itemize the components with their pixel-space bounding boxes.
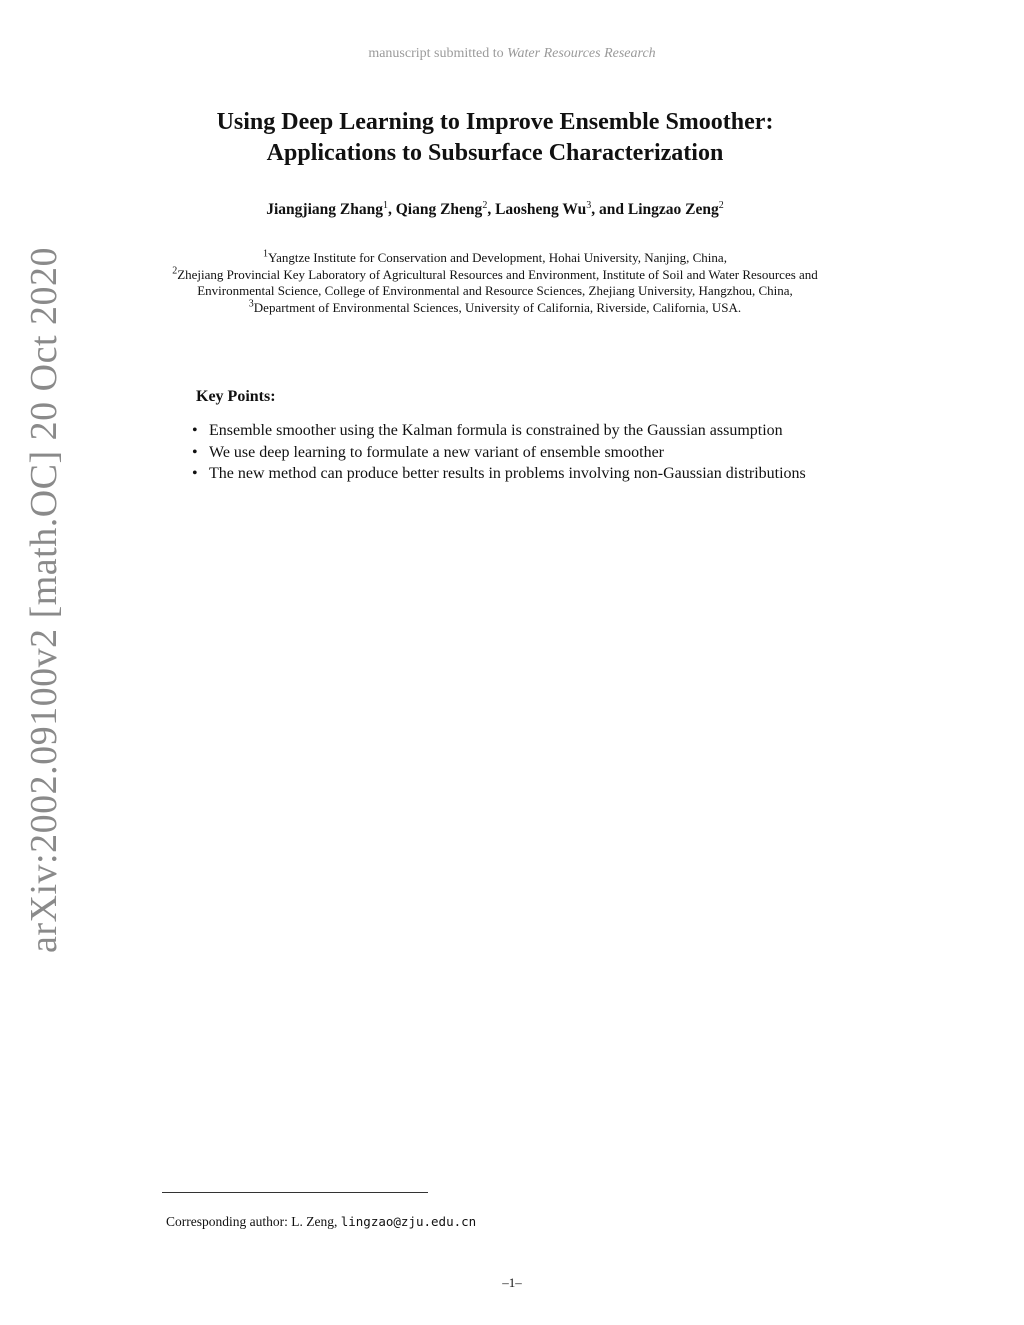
affiliations: [168, 250, 822, 316]
key-point-item: [188, 421, 828, 442]
affiliation-text: Yangtze Institute for Conservation and Development, Hohai University, Nanjing, China,: [268, 250, 727, 265]
affiliation-3: [168, 300, 822, 317]
author-name: Jiangjiang Zhang: [266, 201, 383, 218]
bullet-icon: •: [192, 443, 198, 461]
arxiv-stamp: arXiv:2002.09100v2 [math.OC] 20 Oct 2020: [23, 246, 65, 953]
affiliation-mark: 3: [248, 298, 254, 310]
key-point-text: Ensemble smoother using the Kalman formula is constrained by the Gaussian assumption: [209, 422, 783, 439]
author-affil-mark: 2: [718, 199, 724, 211]
running-head-prefix: manuscript submitted to: [368, 46, 504, 61]
affiliation-text: Zhejiang Provincial Key Laboratory of Agricultural Resources and Environment, Institute of Soil and Water Resources and Environmental Science, College of Environmental and Resource Sciences, Zhejiang University, Hangzhou, China,: [177, 266, 818, 298]
title-line-2: Applications to Subsurface Characterization: [266, 140, 724, 166]
bullet-icon: •: [192, 465, 198, 482]
key-point-text: The new method can produce better results in problems involving non-Gaussian distributions: [209, 465, 806, 482]
key-points-heading: Key Points:: [196, 388, 276, 405]
paper-title: [120, 107, 870, 169]
author-affil-mark: 2: [482, 199, 488, 211]
author-affil-mark: 1: [382, 199, 388, 211]
key-points-list: [188, 421, 828, 486]
page-number: –1–: [502, 1275, 522, 1290]
author-name: Lingzao Zeng: [627, 201, 719, 218]
key-point-text: We use deep learning to formulate a new variant of ensemble smoother: [209, 443, 664, 461]
affiliation-1: [168, 250, 822, 267]
author-list: [120, 201, 870, 219]
author-affil-mark: 3: [586, 199, 592, 211]
author-name: Laosheng Wu: [495, 201, 587, 218]
affiliation-mark: 1: [263, 248, 269, 260]
bullet-icon: •: [192, 422, 198, 439]
running-head-journal: Water Resources Research: [507, 46, 656, 61]
key-point-item: [188, 443, 828, 464]
corresponding-author-footnote: [166, 1214, 476, 1230]
affiliation-text: Department of Environmental Sciences, University of California, Riverside, California, USA.: [253, 299, 742, 315]
footnote-label: Corresponding author: L. Zeng,: [166, 1214, 338, 1229]
footnote-divider: [162, 1192, 428, 1193]
title-line-1: Using Deep Learning to Improve Ensemble Smoother:: [216, 109, 774, 135]
author-email-link[interactable]: lingzao@zju.edu.cn: [340, 1214, 477, 1229]
running-head: [0, 46, 1024, 62]
author-separator: ,: [387, 201, 396, 218]
author-separator: , and: [591, 201, 628, 218]
author-name: Qiang Zheng: [395, 201, 483, 218]
affiliation-2: [168, 267, 822, 300]
author-separator: ,: [487, 201, 496, 218]
key-point-item: [188, 464, 828, 485]
affiliation-mark: 2: [172, 265, 178, 277]
